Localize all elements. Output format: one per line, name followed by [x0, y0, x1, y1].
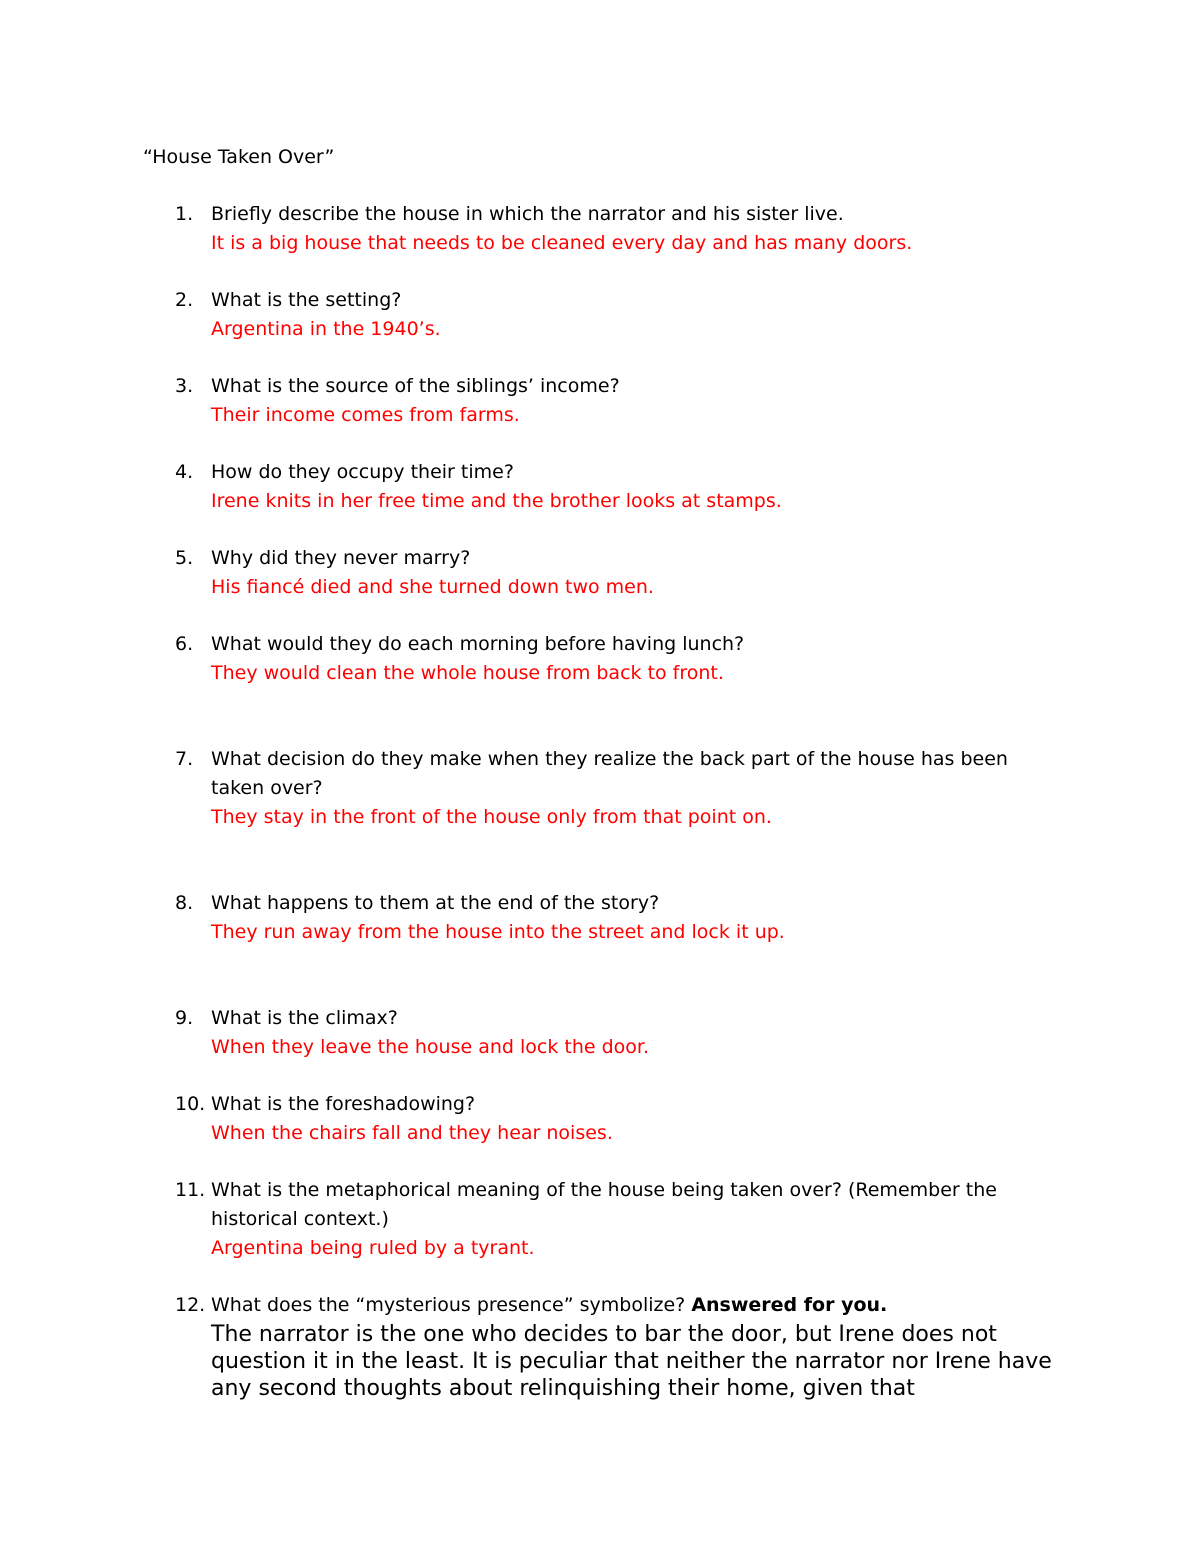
question-line	[211, 1291, 1031, 1320]
question-text: What is the climax?	[211, 1007, 398, 1029]
question-item-12	[175, 1291, 1052, 1402]
question-item-7	[175, 745, 1031, 832]
question-item-8	[175, 889, 1031, 947]
answer-text: They would clean the whole house from back to front.	[211, 662, 724, 684]
answer-text: Their income comes from farms.	[211, 404, 520, 426]
question-number: 4.	[175, 461, 194, 483]
question-number: 3.	[175, 375, 194, 397]
question-number: 5.	[175, 547, 194, 569]
question-number: 8.	[175, 892, 194, 914]
question-item-1	[175, 200, 1031, 258]
answered-note: Answered for you.	[691, 1294, 888, 1316]
question-text: Briefly describe the house in which the narrator and his sister live.	[211, 203, 844, 225]
question-number: 12.	[175, 1294, 206, 1316]
answer-text: The narrator is the one who decides to bar the door, but Irene does not question it in the least. It is peculiar that neither the narrator nor Irene have any second thoughts about relinquishing their home, given that	[211, 1322, 1052, 1401]
question-number: 10.	[175, 1093, 206, 1115]
question-text: How do they occupy their time?	[211, 461, 514, 483]
answer-text: Argentina in the 1940’s.	[211, 318, 441, 340]
document-title: “House Taken Over”	[143, 146, 335, 168]
question-text: What decision do they make when they realize the back part of the house has been taken over?	[211, 748, 1008, 799]
question-text: What is the foreshadowing?	[211, 1093, 476, 1115]
answer-text: They stay in the front of the house only from that point on.	[211, 806, 772, 828]
question-item-10	[175, 1090, 1031, 1148]
answer-text: Argentina being ruled by a tyrant.	[211, 1237, 535, 1259]
question-number: 11.	[175, 1179, 206, 1201]
question-item-3	[175, 372, 1031, 430]
question-number: 6.	[175, 633, 194, 655]
question-number: 7.	[175, 748, 194, 770]
answer-text: When they leave the house and lock the door.	[211, 1036, 650, 1058]
question-text: What is the source of the siblings’ income?	[211, 375, 620, 397]
question-item-4	[175, 458, 1031, 516]
question-text: What does the “mysterious presence” symbolize?	[211, 1294, 686, 1316]
question-number: 9.	[175, 1007, 194, 1029]
question-item-6	[175, 630, 1031, 688]
question-number: 1.	[175, 203, 194, 225]
question-text: What happens to them at the end of the story?	[211, 892, 660, 914]
question-item-11	[175, 1176, 1031, 1263]
question-text: Why did they never marry?	[211, 547, 471, 569]
answer-text: Irene knits in her free time and the brother looks at stamps.	[211, 490, 782, 512]
answer-text: It is a big house that needs to be cleaned every day and has many doors.	[211, 232, 913, 254]
question-item-5	[175, 544, 1031, 602]
question-item-2	[175, 286, 1031, 344]
question-text: What would they do each morning before having lunch?	[211, 633, 745, 655]
question-text: What is the setting?	[211, 289, 402, 311]
answer-text: They run away from the house into the street and lock it up.	[211, 921, 785, 943]
question-item-9	[175, 1004, 1031, 1062]
question-number: 2.	[175, 289, 194, 311]
answer-text: When the chairs fall and they hear noises.	[211, 1122, 613, 1144]
question-text: What is the metaphorical meaning of the house being taken over? (Remember the historical context.)	[211, 1179, 997, 1230]
answer-text: His fiancé died and she turned down two men.	[211, 576, 654, 598]
